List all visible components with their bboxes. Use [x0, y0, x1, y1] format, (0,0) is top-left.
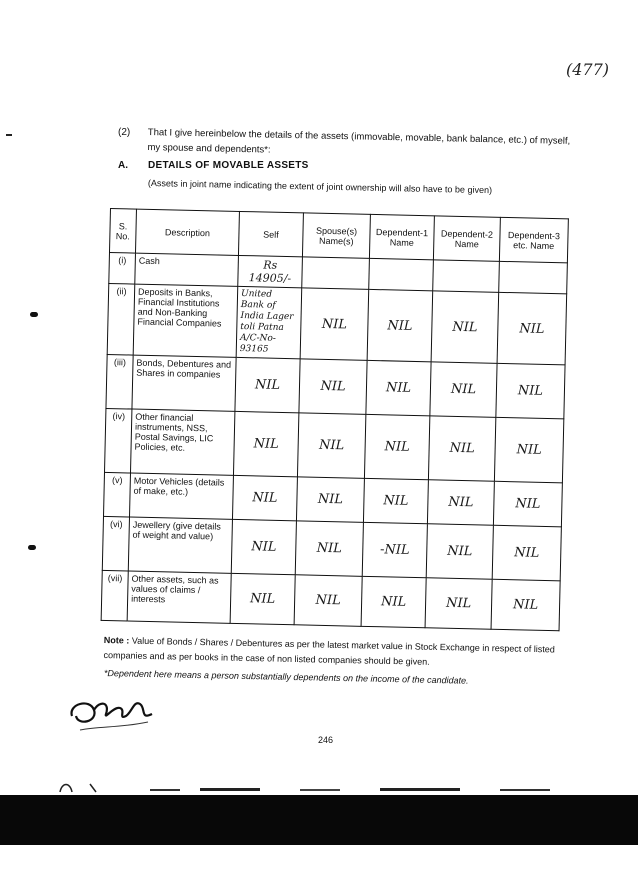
row-spouse-value: NIL [295, 521, 363, 577]
signature-scribble [60, 686, 170, 746]
row-dependent-1-value: NIL [367, 289, 433, 361]
row-spouse-value: NIL [297, 413, 365, 479]
table-row [101, 570, 560, 630]
header-dependent-1: Dependent-1 Name [369, 214, 434, 259]
row-sno: (i) [109, 252, 136, 284]
row-sno: (v) [104, 472, 131, 517]
binding-hole-mark [30, 312, 38, 317]
row-sno: (iv) [104, 408, 131, 473]
row-dependent-1-value: -NIL [362, 522, 427, 577]
section-letter: A. [118, 160, 128, 171]
row-dependent-2-value: NIL [426, 524, 493, 579]
row-self-value: United Bank of India Lager toli Patna A/C-No-93165 [236, 286, 302, 358]
row-self-value: Rs 14905/- [238, 255, 303, 287]
row-dependent-2-value: NIL [430, 362, 497, 417]
row-dependent-3-value: NIL [494, 417, 563, 483]
row-description: Bonds, Debentures and Shares in companies [132, 355, 236, 411]
row-description: Cash [135, 253, 239, 286]
row-self-value: NIL [230, 573, 295, 624]
header-dependent-2: Dependent-2 Name [433, 216, 500, 261]
scan-edge-shadow [0, 795, 638, 845]
row-sno: (iii) [106, 354, 133, 409]
row-dependent-3-value: NIL [492, 525, 561, 581]
row-self-value: NIL [235, 357, 300, 412]
binding-hole-mark [28, 545, 36, 550]
row-description: Other financial instruments, NSS, Postal Savings, LIC Policies, etc. [130, 409, 234, 475]
row-dependent-1-value [369, 258, 434, 290]
row-dependent-2-value: NIL [431, 291, 499, 363]
row-sno: (ii) [107, 283, 135, 355]
row-dependent-2-value: NIL [427, 480, 494, 525]
header-dependent-3: Dependent-3 etc. Name [499, 217, 568, 263]
row-dependent-2-value [433, 260, 500, 292]
row-self-value: NIL [233, 411, 298, 476]
row-self-value: NIL [231, 519, 296, 574]
table-row [107, 283, 566, 364]
row-sno: (vii) [101, 570, 128, 621]
page-corner-mark: (477) [566, 60, 610, 79]
row-description: Deposits in Banks, Financial Institutions and Non-Banking Financial Companies [133, 284, 238, 357]
paragraph-text: That I give hereinbelow the details of the assets (immovable, movable, bank balance, etc.) of myself, my spouse and dependents*: [147, 126, 571, 156]
row-spouse-value [302, 257, 370, 290]
row-description: Motor Vehicles (details of make, etc.) [129, 473, 233, 519]
row-dependent-1-value: NIL [364, 414, 429, 479]
row-description: Other assets, such as values of claims / interests [127, 571, 231, 623]
row-dependent-3-value: NIL [497, 292, 567, 365]
valuation-note [103, 633, 564, 673]
header-sno: S. No. [109, 209, 136, 254]
row-dependent-2-value: NIL [425, 578, 492, 629]
row-description: Jewellery (give details of weight and value) [128, 517, 232, 573]
note-label: Note : [103, 634, 130, 646]
row-dependent-3-value: NIL [491, 579, 560, 631]
paragraph-number: (2) [118, 127, 131, 138]
movable-assets-table [101, 208, 569, 631]
dependent-footnote: *Dependent here means a person substantially dependents on the income of the candidate. [103, 668, 469, 686]
scan-noise-strip [0, 780, 638, 794]
scan-speck [6, 134, 12, 136]
header-self: Self [238, 211, 303, 256]
table-row [104, 408, 563, 482]
row-spouse-value: NIL [296, 477, 364, 523]
row-self-value: NIL [232, 475, 297, 520]
note-text: Value of Bonds / Shares / Debentures as per the latest market value in Stock Exchange in respect of listed companies and as per books in the case of non listed companies should be given. [103, 635, 555, 667]
row-dependent-3-value: NIL [496, 363, 565, 419]
row-dependent-1-value: NIL [361, 576, 426, 627]
section-title: DETAILS OF MOVABLE ASSETS [148, 160, 309, 171]
row-spouse-value: NIL [294, 575, 362, 627]
page-number: 246 [318, 735, 334, 745]
header-spouse: Spouse(s) Name(s) [302, 213, 370, 259]
row-dependent-3-value: NIL [493, 481, 562, 527]
row-dependent-3-value [499, 261, 568, 294]
row-dependent-2-value: NIL [428, 416, 495, 481]
row-sno: (vi) [102, 516, 129, 571]
row-dependent-1-value: NIL [363, 478, 428, 523]
row-spouse-value: NIL [299, 359, 367, 415]
header-description: Description [135, 209, 239, 255]
row-spouse-value: NIL [300, 288, 369, 361]
row-dependent-1-value: NIL [366, 360, 431, 415]
section-subtitle: (Assets in joint name indicating the extent of joint ownership will also have to be given) [147, 178, 493, 196]
